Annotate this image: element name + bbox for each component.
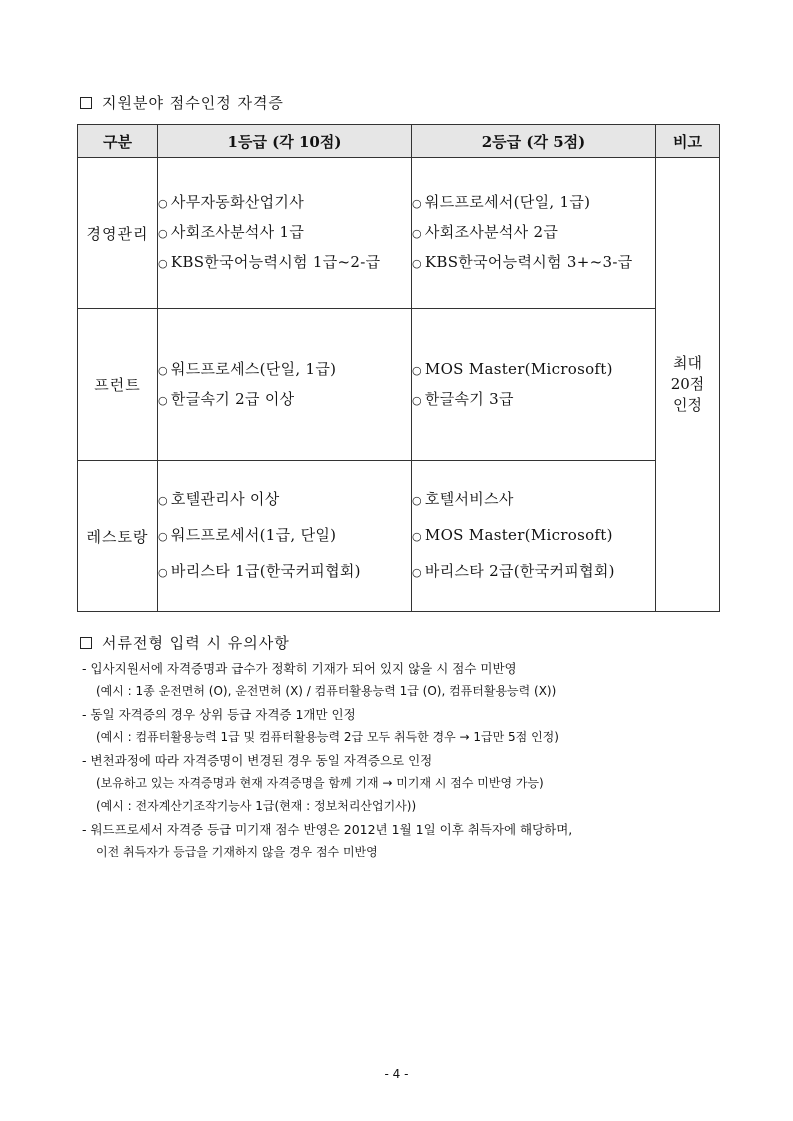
circle-bullet-icon: ○ bbox=[412, 257, 422, 270]
checkbox-square-icon bbox=[80, 637, 92, 649]
section-title-text: 서류전형 입력 시 유의사항 bbox=[102, 634, 290, 652]
list-item: ○ 사회조사분석사 1급 bbox=[158, 218, 411, 248]
grade2-cell bbox=[412, 158, 656, 309]
header-category: 구분 bbox=[78, 125, 158, 158]
note-cell: 최대 20점 인정 bbox=[656, 158, 720, 612]
circle-bullet-icon: ○ bbox=[158, 363, 168, 377]
circle-bullet-icon: ○ bbox=[158, 227, 168, 240]
circle-bullet-icon: ○ bbox=[412, 197, 422, 210]
category-cell: 레스토랑 bbox=[78, 461, 158, 612]
section-title-notes bbox=[80, 632, 290, 653]
notes-list bbox=[82, 657, 722, 864]
section-title-text: 지원분야 점수인정 자격증 bbox=[102, 94, 284, 112]
note-line-example: (예시 : 1종 운전면허 (O), 운전면허 (X) / 컴퓨터활용능력 1급 (O), 컴퓨터활용능력 (X)) bbox=[96, 684, 557, 698]
note-line: - 입사지원서에 자격증명과 급수가 정확히 기재가 되어 있지 않을 시 점수 미반영 bbox=[82, 661, 517, 676]
note-line: - 워드프로세서 자격증 등급 미기재 점수 반영은 2012년 1월 1일 이후 취득자에 해당하며, bbox=[82, 822, 573, 837]
table-row bbox=[78, 309, 720, 461]
header-grade1: 1등급 (각 10점) bbox=[158, 125, 412, 158]
circle-bullet-icon: ○ bbox=[158, 494, 168, 507]
list-item: ○ 호텔관리사 이상 bbox=[158, 482, 411, 518]
header-grade2: 2등급 (각 5점) bbox=[412, 125, 656, 158]
list-item: ○ 한글속기 3급 bbox=[412, 385, 655, 415]
list-item: ○ MOS Master(Microsoft) bbox=[412, 518, 655, 554]
category-cell: 프런트 bbox=[78, 309, 158, 461]
circle-bullet-icon: ○ bbox=[158, 197, 168, 210]
list-item: ○ 워드프로세서(단일, 1급) bbox=[412, 188, 655, 218]
list-item: ○ 워드프로세스(단일, 1급) bbox=[158, 355, 411, 385]
list-item: ○ 바리스타 2급(한국커피협회) bbox=[412, 554, 655, 590]
list-item: ○ 워드프로세서(1급, 단일) bbox=[158, 518, 411, 554]
grade1-cell bbox=[158, 309, 412, 461]
header-note: 비고 bbox=[656, 125, 720, 158]
list-item: ○ KBS한국어능력시험 3+~3-급 bbox=[412, 248, 655, 278]
circle-bullet-icon: ○ bbox=[158, 257, 168, 270]
list-item: ○ 호텔서비스사 bbox=[412, 482, 655, 518]
note-line-continuation: 이전 취득자가 등급을 기재하지 않을 경우 점수 미반영 bbox=[96, 845, 378, 859]
grade2-cell bbox=[412, 461, 656, 612]
circle-bullet-icon: ○ bbox=[412, 566, 422, 579]
circle-bullet-icon: ○ bbox=[412, 227, 422, 240]
list-item: ○ 바리스타 1급(한국커피협회) bbox=[158, 554, 411, 590]
circle-bullet-icon: ○ bbox=[412, 530, 422, 543]
list-item: ○ 사무자동화산업기사 bbox=[158, 188, 411, 218]
note-line-example: (보유하고 있는 자격증명과 현재 자격증명을 함께 기재 → 미기재 시 점수 미반영 가능) bbox=[96, 776, 544, 790]
table-row bbox=[78, 158, 720, 309]
grade1-cell bbox=[158, 461, 412, 612]
table-header-row bbox=[78, 125, 720, 158]
list-item: ○ 한글속기 2급 이상 bbox=[158, 385, 411, 415]
circle-bullet-icon: ○ bbox=[158, 530, 168, 543]
note-line-example: (예시 : 컴퓨터활용능력 1급 및 컴퓨터활용능력 2급 모두 취득한 경우 → 1급만 5점 인정) bbox=[96, 730, 559, 744]
list-item: ○ MOS Master(Microsoft) bbox=[412, 355, 655, 385]
circle-bullet-icon: ○ bbox=[158, 393, 168, 407]
table-row bbox=[78, 461, 720, 612]
section-title-certificates bbox=[80, 92, 284, 113]
list-item: ○ 사회조사분석사 2급 bbox=[412, 218, 655, 248]
category-cell: 경영관리 bbox=[78, 158, 158, 309]
circle-bullet-icon: ○ bbox=[412, 393, 422, 407]
circle-bullet-icon: ○ bbox=[412, 494, 422, 507]
grade1-cell bbox=[158, 158, 412, 309]
note-line: - 동일 자격증의 경우 상위 등급 자격증 1개만 인정 bbox=[82, 707, 356, 722]
note-line-example: (예시 : 전자계산기조작기능사 1급(현재 : 정보처리산업기사)) bbox=[96, 799, 417, 813]
note-line: - 변천과정에 따라 자격증명이 변경된 경우 동일 자격증으로 인정 bbox=[82, 753, 433, 768]
circle-bullet-icon: ○ bbox=[412, 363, 422, 377]
circle-bullet-icon: ○ bbox=[158, 566, 168, 579]
grade2-cell bbox=[412, 309, 656, 461]
list-item: ○ KBS한국어능력시험 1급~2-급 bbox=[158, 248, 411, 278]
certificate-table bbox=[77, 124, 720, 612]
checkbox-square-icon bbox=[80, 97, 92, 109]
page-number: - 4 - bbox=[384, 1067, 409, 1081]
